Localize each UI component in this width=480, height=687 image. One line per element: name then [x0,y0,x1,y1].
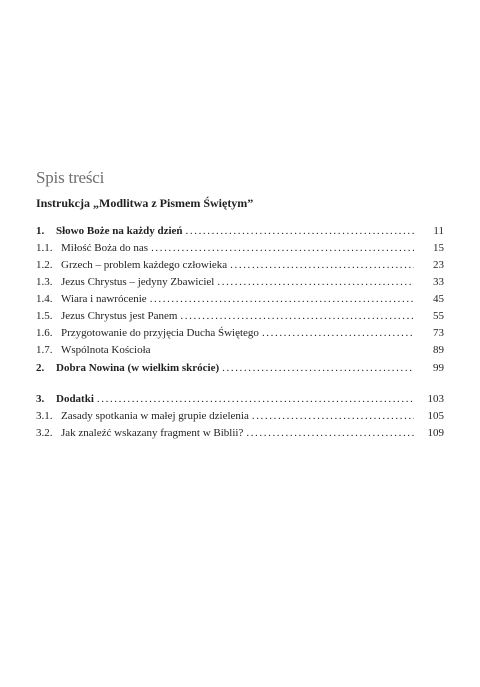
toc-entry-row[interactable] [36,276,444,293]
toc-entry-row[interactable] [36,242,444,259]
toc-entry-row[interactable] [36,427,444,444]
toc-title: Grzech – problem każdego człowieka [61,259,228,271]
toc-heading-row[interactable] [36,393,444,410]
dot-leader [222,362,414,374]
dot-leader [186,225,414,237]
toc-number: 3.2. [36,427,53,439]
toc-number: 2. [36,362,45,374]
toc-entry-row[interactable] [36,327,444,344]
toc-title: Jezus Chrystus – jedyny Zbawiciel [61,276,215,288]
toc-page-number: 33 [433,276,444,288]
toc-number: 1.3. [36,276,53,288]
toc-title: Jezus Chrystus jest Panem [61,310,178,322]
toc-title: Zasady spotkania w małej grupie dzielenia [61,410,249,422]
toc-section-2 [36,362,444,379]
toc-page-number: 73 [433,327,444,339]
toc-page-number: 55 [433,310,444,322]
toc-number: 3.1. [36,410,53,422]
toc-number: 1.4. [36,293,53,305]
dot-leader [180,310,414,322]
toc-entry-row[interactable] [36,259,444,276]
dot-leader [230,259,414,271]
toc-heading-row[interactable] [36,225,444,242]
toc-page-number: 105 [427,410,444,422]
toc-number: 1.1. [36,242,53,254]
toc-page-number: 23 [433,259,444,271]
toc-title: Wspólnota Kościoła [61,344,151,356]
toc-title: Miłość Boża do nas [61,242,149,254]
toc-number: 1. [36,225,45,237]
toc-title: Dodatki [56,393,94,405]
toc-section-3 [36,393,444,444]
toc-page-number: 103 [427,393,444,405]
dot-leader [97,393,414,405]
toc-title: Dobra Nowina (w wielkim skrócie) [56,362,220,374]
toc-number: 1.2. [36,259,53,271]
toc-title: Słowo Boże na każdy dzień [56,225,183,237]
toc-number: 1.7. [36,344,53,356]
toc-page-number: 109 [427,427,444,439]
toc-page-number: 45 [433,293,444,305]
instruction-heading: Instrukcja „Modlitwa z Pismem Świętym” [36,196,254,210]
toc-number: 1.6. [36,327,53,339]
toc-number: 3. [36,393,45,405]
dot-leader [151,242,414,254]
dot-leader [217,276,414,288]
toc-title: Przygotowanie do przyjęcia Ducha Świętego [61,327,259,339]
toc-page-number: 99 [433,362,444,374]
toc-entry-row[interactable] [36,410,444,427]
page-title: Spis treści [36,168,105,187]
toc-page-number: 11 [433,225,444,237]
dot-leader [150,293,414,305]
toc-section-1 [36,225,444,361]
toc-page-number: 89 [433,344,444,356]
toc-entry-row[interactable] [36,310,444,327]
toc-entry-row[interactable] [36,293,444,310]
dot-leader [246,427,414,439]
dot-leader [262,327,414,339]
dot-leader [252,410,414,422]
toc-title: Wiara i nawrócenie [61,293,147,305]
toc-heading-row[interactable] [36,362,444,379]
toc-number: 1.5. [36,310,53,322]
toc-entry-row[interactable] [36,344,444,361]
toc-title: Jak znaleźć wskazany fragment w Biblii? [61,427,244,439]
toc-page-number: 15 [433,242,444,254]
